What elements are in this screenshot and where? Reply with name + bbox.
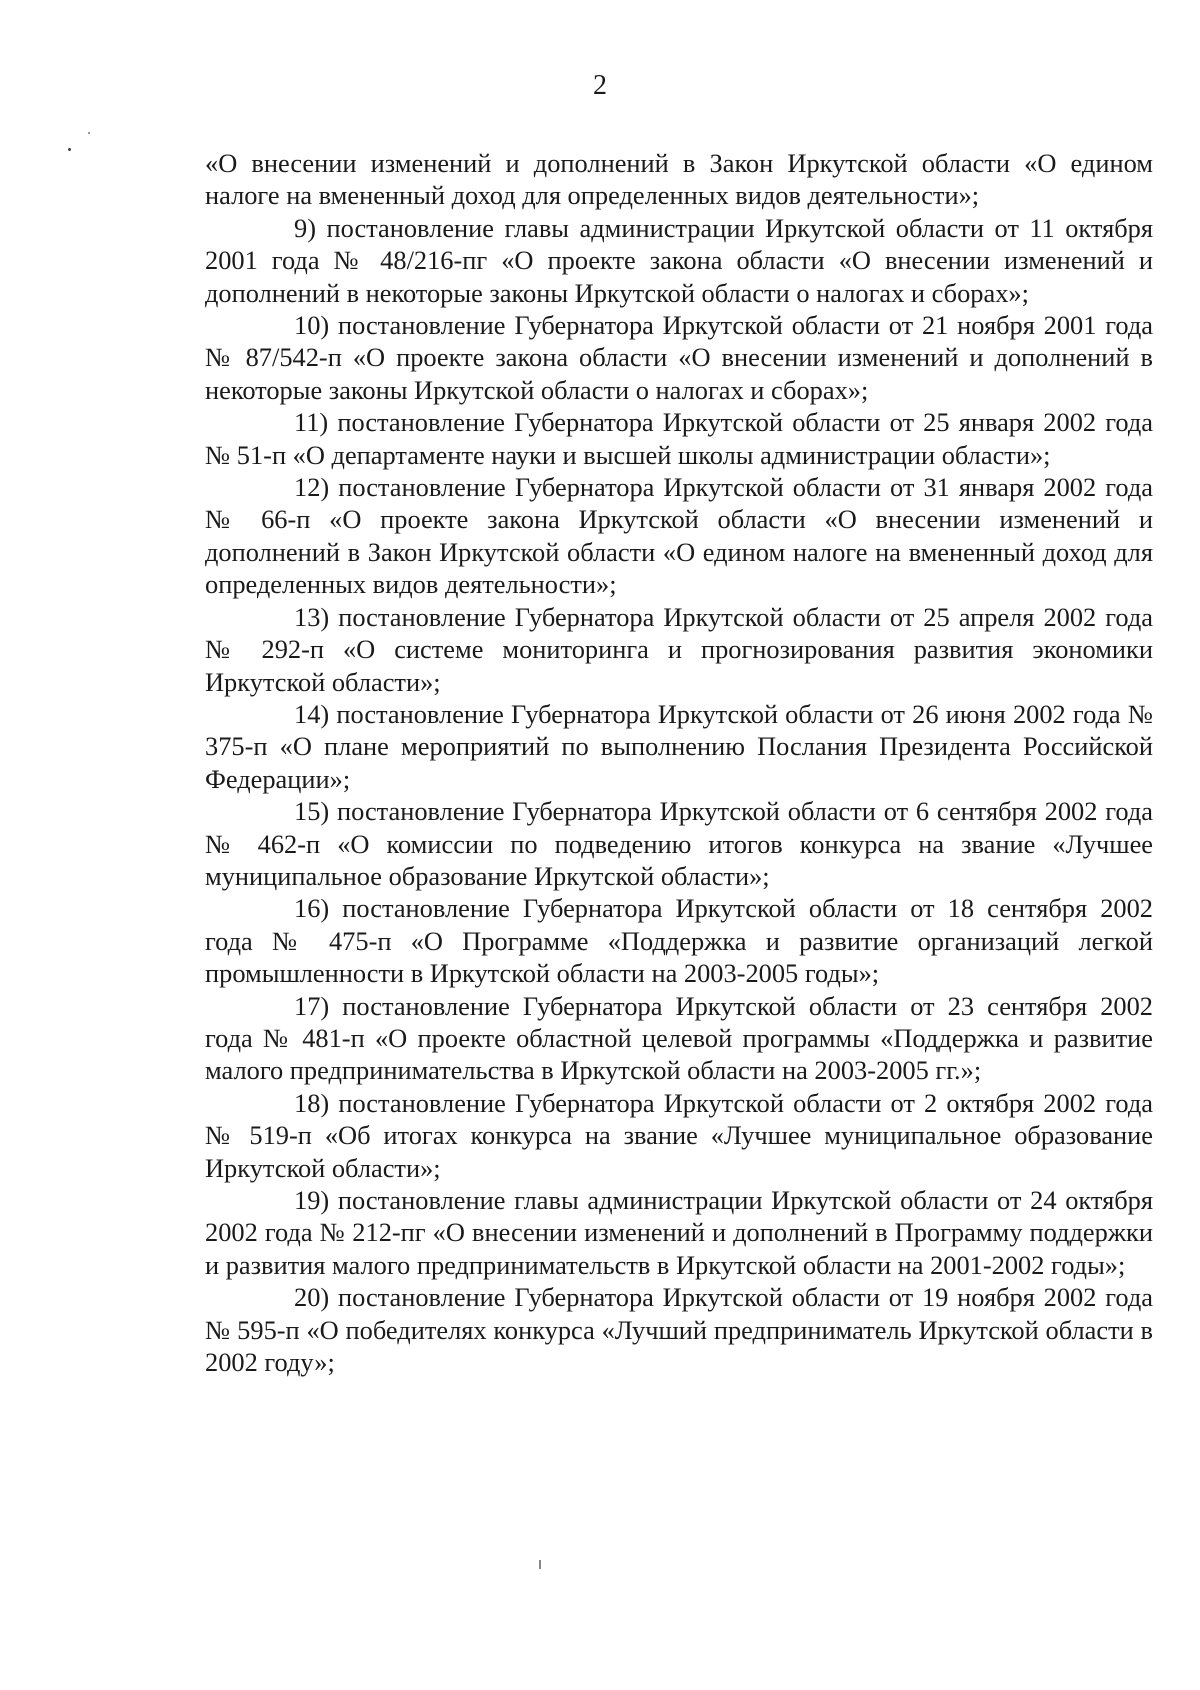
scan-mark: [539, 1560, 541, 1569]
list-item: 13) постановление Губернатора Иркутской области от 25 апреля 2002 года № 292-п «О системе мониторинга и прогнозирования развития экономики Иркутской области»;: [205, 601, 1153, 697]
list-item: 17) постановление Губернатора Иркутской области от 23 сентября 2002 года № 481-п «О проекте областной целевой программы «Поддержка и развитие малого предпринимательства в Иркутской области на 2003-2005 гг.»;: [205, 990, 1153, 1086]
scan-speck: [88, 132, 90, 134]
scan-specks: [66, 132, 106, 172]
lead-paragraph: «О внесении изменений и дополнений в Закон Иркутской области «О едином налоге на вмененный доход для определенных видов деятельности»;: [205, 148, 1153, 211]
page-number: 2: [593, 70, 607, 101]
list-item: 9) постановление главы администрации Иркутской области от 11 октября 2001 года № 48/216-пг «О проекте закона области «О внесении изменений и дополнений в некоторые законы Иркутской области о налогах и сборах»;: [205, 212, 1153, 308]
list-item: 11) постановление Губернатора Иркутской области от 25 января 2002 года № 51-п «О департаменте науки и высшей школы администрации области»;: [205, 407, 1153, 470]
scan-speck: [68, 148, 71, 151]
list-item: 20) постановление Губернатора Иркутской области от 19 ноября 2002 года № 595-п «О победителях конкурса «Лучший предприниматель Иркутской области в 2002 году»;: [205, 1282, 1153, 1378]
list-item: 10) постановление Губернатора Иркутской области от 21 ноября 2001 года № 87/542-п «О проекте закона области «О внесении изменений и дополнений в некоторые законы Иркутской области о налогах и сборах»;: [205, 310, 1153, 405]
list-item: 18) постановление Губернатора Иркутской области от 2 октября 2002 года № 519-п «Об итогах конкурса на звание «Лучшее муниципальное образование Иркутской области»;: [205, 1087, 1153, 1183]
list-item: 16) постановление Губернатора Иркутской области от 18 сентября 2002 года № 475-п «О Программе «Поддержка и развитие организаций легкой промышленности в Иркутской области на 2003-2005 годы»;: [205, 893, 1153, 989]
list-item: 12) постановление Губернатора Иркутской области от 31 января 2002 года № 66-п «О проекте закона Иркутской области «О внесении изменений и дополнений в Закон Иркутской области «О едином налоге на вмененный доход для определенных видов деятельности»;: [205, 472, 1153, 600]
list-item: 15) постановление Губернатора Иркутской области от 6 сентября 2002 года № 462-п «О комиссии по подведению итогов конкурса на звание «Лучшее муниципальное образование Иркутской области»;: [205, 796, 1153, 891]
document-body: [205, 147, 1153, 1378]
list-item: 14) постановление Губернатора Иркутской области от 26 июня 2002 года № 375-п «О плане мероприятий по выполнению Послания Президента Российской Федерации»;: [205, 698, 1153, 794]
list-item: 19) постановление главы администрации Иркутской области от 24 октября 2002 года № 212-пг «О внесении изменений и дополнений в Программу поддержки и развития малого предпринимательств в Иркутской области на 2001-2002 годы»;: [205, 1185, 1153, 1280]
